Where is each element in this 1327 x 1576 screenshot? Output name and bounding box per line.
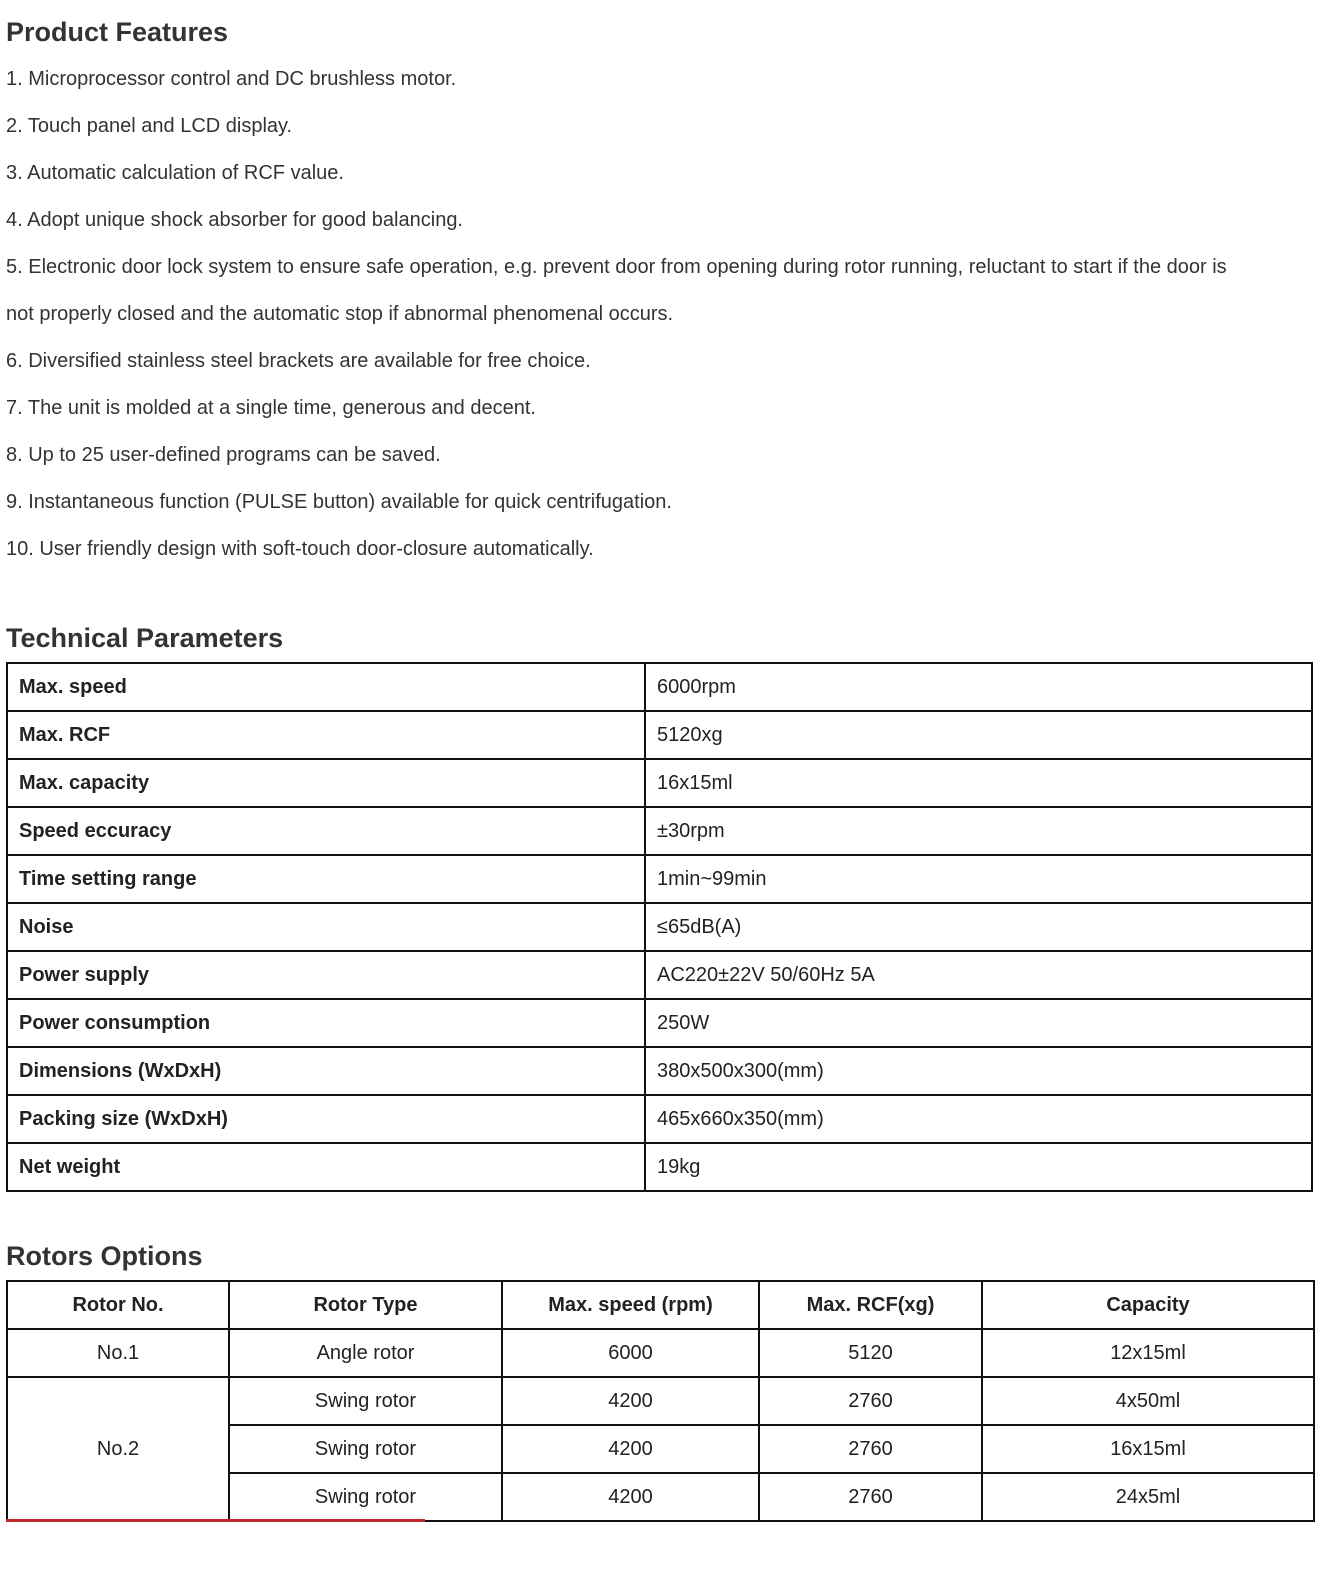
rotor-type-cell: Angle rotor (229, 1329, 502, 1377)
param-value: AC220±22V 50/60Hz 5A (645, 951, 1312, 999)
max-speed-cell: 6000 (502, 1329, 759, 1377)
capacity-cell: 12x15ml (982, 1329, 1314, 1377)
param-name: Time setting range (7, 855, 645, 903)
feature-item: 4. Adopt unique shock absorber for good balancing. (6, 209, 463, 231)
param-name: Net weight (7, 1143, 645, 1191)
capacity-cell: 16x15ml (982, 1425, 1314, 1473)
feature-item: 6. Diversified stainless steel brackets are available for free choice. (6, 350, 591, 372)
table-row (7, 855, 1312, 903)
max-speed-cell: 4200 (502, 1425, 759, 1473)
table-row (7, 1377, 1314, 1425)
param-name: Power consumption (7, 999, 645, 1047)
param-value: 1min~99min (645, 855, 1312, 903)
column-header-rotor-type: Rotor Type (229, 1281, 502, 1329)
feature-item: 3. Automatic calculation of RCF value. (6, 162, 344, 184)
table-row (7, 759, 1312, 807)
technical-parameters-table (6, 662, 1313, 1192)
rotor-no-cell: No.2 (7, 1377, 229, 1521)
rotor-type-cell: Swing rotor (229, 1377, 502, 1425)
param-name: Noise (7, 903, 645, 951)
table-row (7, 1143, 1312, 1191)
capacity-cell: 24x5ml (982, 1473, 1314, 1521)
feature-item: 8. Up to 25 user-defined programs can be saved. (6, 444, 441, 466)
max-rcf-cell: 5120 (759, 1329, 982, 1377)
max-speed-cell: 4200 (502, 1377, 759, 1425)
rotor-type-cell: Swing rotor (229, 1425, 502, 1473)
features-list (6, 56, 1306, 573)
max-speed-cell: 4200 (502, 1473, 759, 1521)
column-header-max-speed: Max. speed (rpm) (502, 1281, 759, 1329)
table-header-row (7, 1281, 1314, 1329)
param-value: 19kg (645, 1143, 1312, 1191)
feature-item: 2. Touch panel and LCD display. (6, 115, 293, 137)
param-name: Speed eccuracy (7, 807, 645, 855)
feature-item: 1. Microprocessor control and DC brushless motor. (6, 68, 457, 90)
param-value: 6000rpm (645, 663, 1312, 711)
rotor-type-cell: Swing rotor (229, 1473, 502, 1521)
feature-item: 5. Electronic door lock system to ensure safe operation, e.g. prevent door from opening during rotor running, reluctant to start if the door is (6, 256, 1227, 278)
param-value: ≤65dB(A) (645, 903, 1312, 951)
technical-parameters-title: Technical Parameters (6, 623, 284, 653)
rotors-options-title: Rotors Options (6, 1241, 203, 1271)
table-row (7, 1329, 1314, 1377)
capacity-cell: 4x50ml (982, 1377, 1314, 1425)
param-name: Max. capacity (7, 759, 645, 807)
table-row (7, 903, 1312, 951)
table-row (7, 1095, 1312, 1143)
param-name: Packing size (WxDxH) (7, 1095, 645, 1143)
param-name: Power supply (7, 951, 645, 999)
table-row (7, 951, 1312, 999)
param-name: Dimensions (WxDxH) (7, 1047, 645, 1095)
max-rcf-cell: 2760 (759, 1377, 982, 1425)
table-row (7, 1047, 1312, 1095)
param-name: Max. speed (7, 663, 645, 711)
param-value: 16x15ml (645, 759, 1312, 807)
feature-item: 10. User friendly design with soft-touch door-closure automatically. (6, 538, 594, 560)
feature-item: 9. Instantaneous function (PULSE button) available for quick centrifugation. (6, 491, 672, 513)
column-header-max-rcf: Max. RCF(xg) (759, 1281, 982, 1329)
param-name: Max. RCF (7, 711, 645, 759)
max-rcf-cell: 2760 (759, 1473, 982, 1521)
feature-item: 7. The unit is molded at a single time, generous and decent. (6, 397, 536, 419)
table-row (7, 999, 1312, 1047)
feature-item: not properly closed and the automatic stop if abnormal phenomenal occurs. (6, 303, 674, 325)
column-header-rotor-no: Rotor No. (7, 1281, 229, 1329)
rotors-options-table (6, 1280, 1315, 1522)
param-value: 465x660x350(mm) (645, 1095, 1312, 1143)
column-header-capacity: Capacity (982, 1281, 1314, 1329)
accent-divider-line (6, 1519, 425, 1522)
features-title: Product Features (6, 17, 229, 47)
table-row (7, 807, 1312, 855)
table-row (7, 663, 1312, 711)
param-value: 5120xg (645, 711, 1312, 759)
param-value: 380x500x300(mm) (645, 1047, 1312, 1095)
table-row (7, 711, 1312, 759)
param-value: 250W (645, 999, 1312, 1047)
max-rcf-cell: 2760 (759, 1425, 982, 1473)
rotor-no-cell: No.1 (7, 1329, 229, 1377)
param-value: ±30rpm (645, 807, 1312, 855)
